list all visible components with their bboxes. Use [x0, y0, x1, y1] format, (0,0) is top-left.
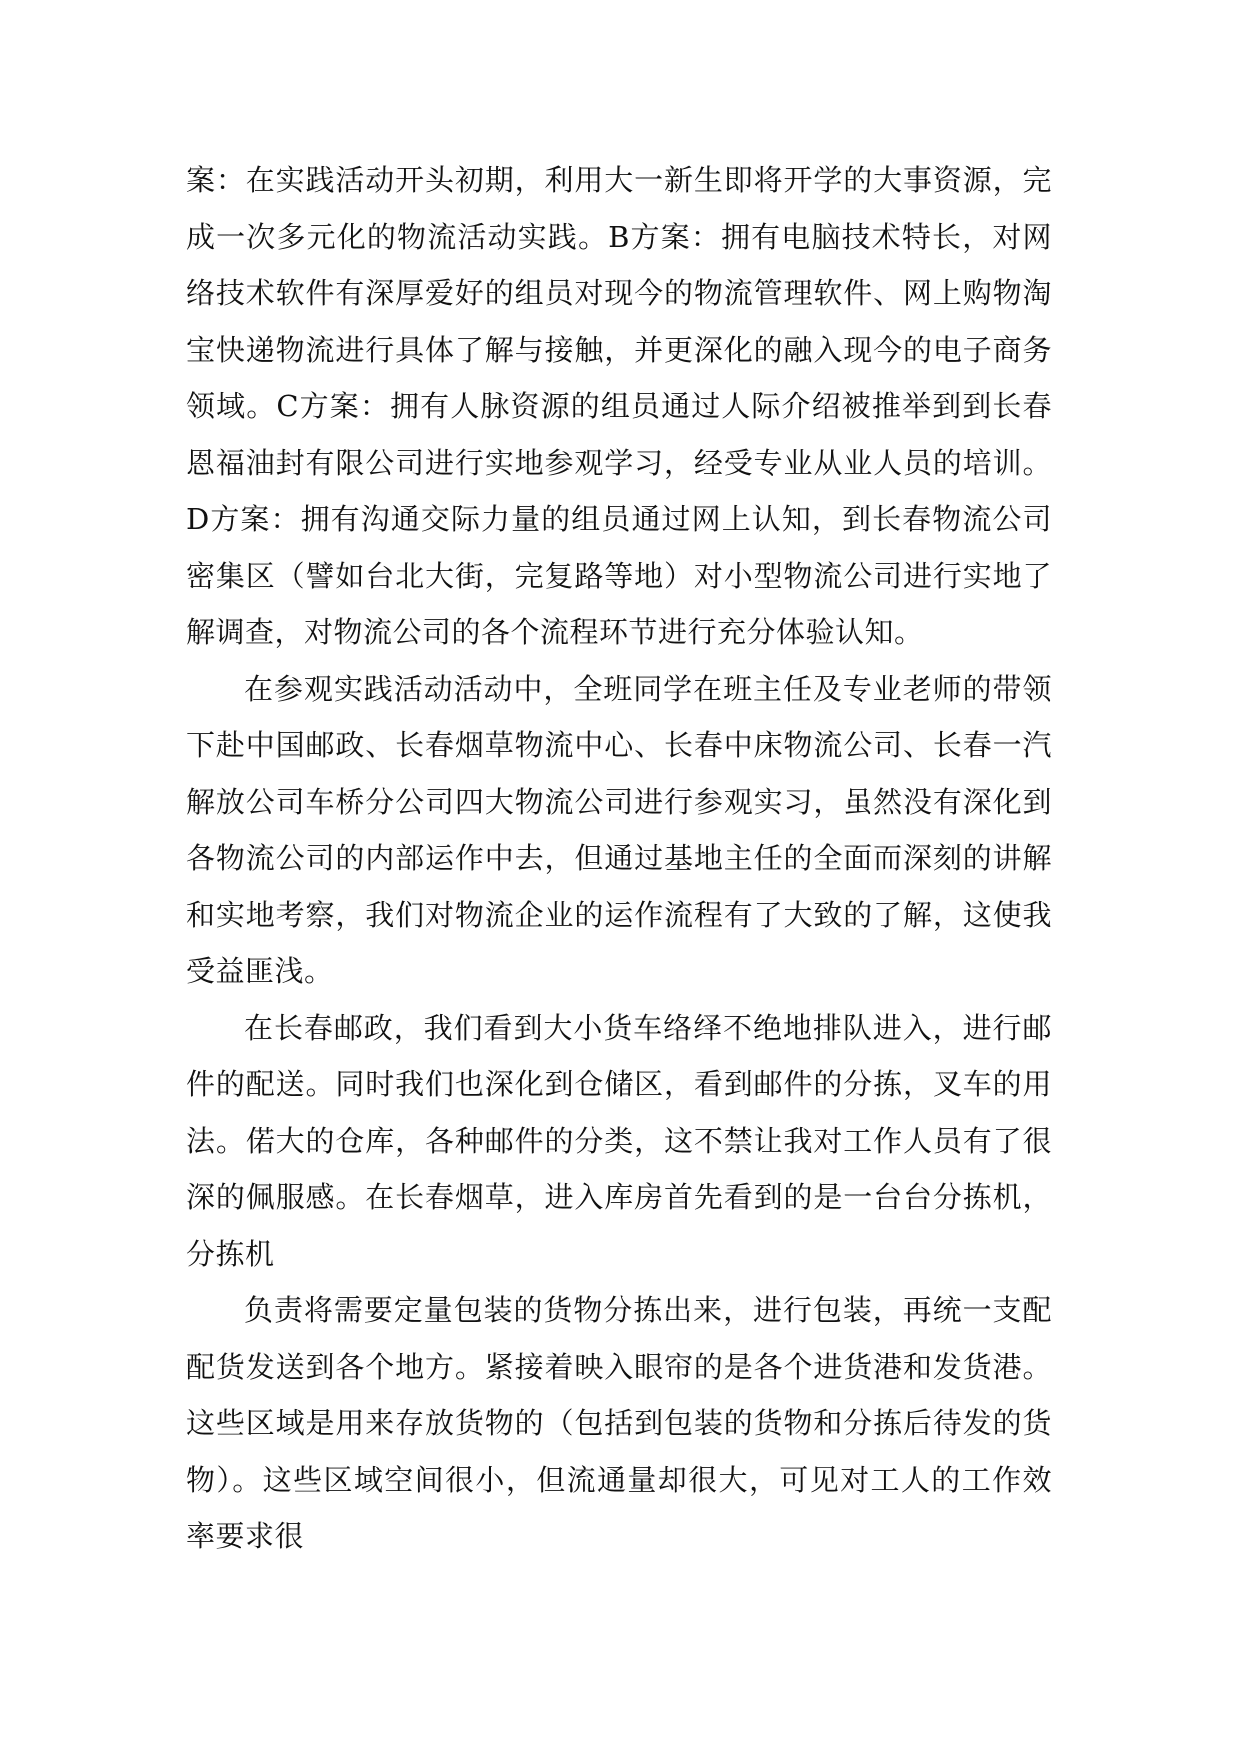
paragraph-site-visits: 在参观实践活动活动中，全班同学在班主任及专业老师的带领下赴中国邮政、长春烟草物流中心、长春中床物流公司、长春一汽解放公司车桥分公司四大物流公司进行参观实习，虽然没有深化到各物流公司的内部运作中去，但通过基地主任的全面而深刻的讲解和实地考察，我们对物流企业的运作流程有了大致的了解，这使我受益匪浅。 — [186, 671, 1052, 988]
document-page — [186, 152, 1052, 1565]
paragraph-changchun-post: 在长春邮政，我们看到大小货车络绎不绝地排队进入，进行邮件的配送。同时我们也深化到仓储区，看到邮件的分拣，叉车的用法。偌大的仓库，各种邮件的分类，这不禁让我对工作人员有了很深的佩服感。在长春烟草，进入库房首先看到的是一台台分拣机，分拣机 — [186, 1010, 1052, 1271]
paragraph-sorting-packaging: 负责将需要定量包装的货物分拣出来，进行包装，再统一支配配货发送到各个地方。紧接着映入眼帘的是各个进货港和发货港。这些区域是用来存放货物的（包括到包装的货物和分拣后待发的货物）。这些区域空间很小，但流通量却很大，可见对工人的工作效率要求很 — [186, 1293, 1052, 1553]
paragraph-plan-options: 案：在实践活动开头初期，利用大一新生即将开学的大事资源，完成一次多元化的物流活动实践。B方案：拥有电脑技术特长，对网络技术软件有深厚爱好的组员对现今的物流管理软件、网上购物淘宝快递物流进行具体了解与接触，并更深化的融入现今的电子商务领域。C方案：拥有人脉资源的组员通过人际介绍被推举到到长春恩福油封有限公司进行实地参观学习，经受专业从业人员的培训。D方案：拥有沟通交际力量的组员通过网上认知，到长春物流公司密集区（譬如台北大街，完复路等地）对小型物流公司进行实地了解调查，对物流公司的各个流程环节进行充分体验认知。 — [186, 163, 1052, 649]
